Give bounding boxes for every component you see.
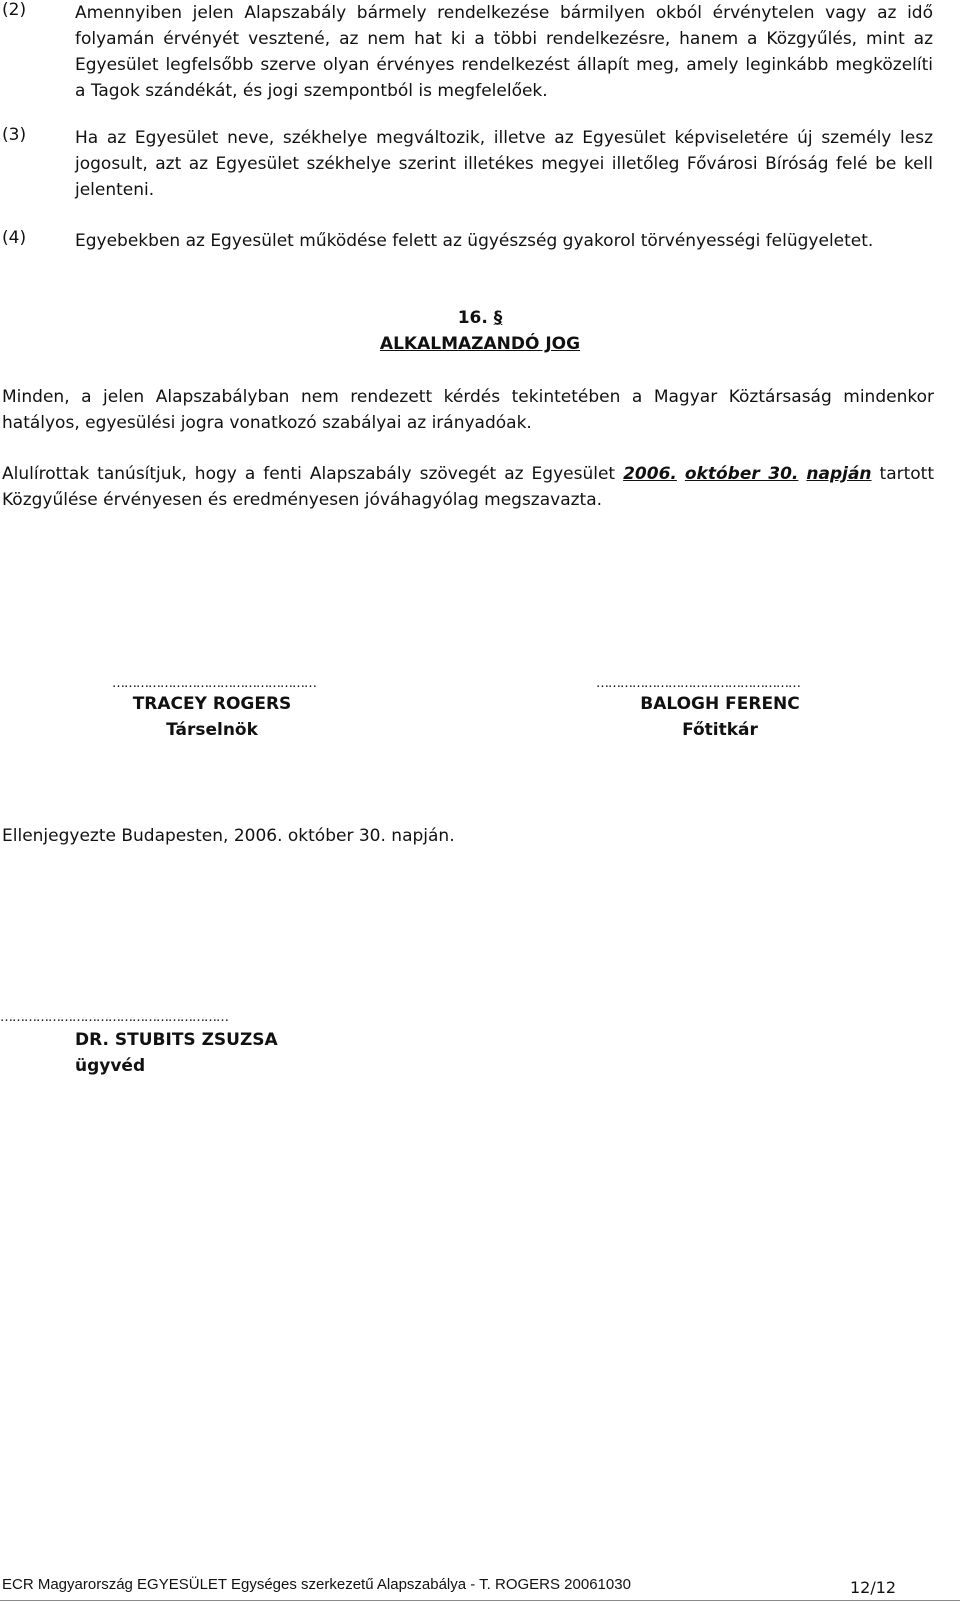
section-number-heading xyxy=(0,308,960,328)
signature-line-left: …………………………………………… xyxy=(112,676,316,691)
paragraph-number: (2) xyxy=(2,0,27,20)
certification-paragraph xyxy=(2,461,934,513)
countersign-signature-line: ………………………………………………… xyxy=(0,1010,228,1025)
footer-document-title: ECR Magyarország EGYESÜLET Egységes szerkezetű Alapszabálya - T. ROGERS 20061030 xyxy=(2,1576,631,1593)
footer-divider xyxy=(0,1600,960,1601)
signature-line-right: …………………………………………… xyxy=(596,676,800,691)
paragraph-text: Amennyiben jelen Alapszabály bármely rendelkezése bármilyen okból érvénytelen vagy az idő folyamán érvényét vesztené, az nem hat ki a többi rendelkezésre, hanem a Közgyűlés, mint az Egyesület legfelsőbb szerve olyan érvényes rendelkezést állapít meg, amely leginkább megközelíti a Tagok szándékát, és jogi szempontból is megfelelőek. xyxy=(75,3,933,101)
section-number: 16. xyxy=(457,308,488,328)
certification-after: tartott Közgyűlése érvényesen és eredményesen jóváhagyólag megszavazta. xyxy=(2,464,934,510)
countersign-role: ügyvéd xyxy=(75,1056,146,1076)
section-symbol: § xyxy=(493,308,503,328)
countersign-name: DR. STUBITS ZSUZSA xyxy=(75,1030,278,1050)
certification-before: Alulírottak tanúsítjuk, hogy a fenti Alapszabály szövegét az Egyesület xyxy=(2,464,624,484)
footer-page-number: 12/12 xyxy=(850,1578,897,1597)
applicable-law-paragraph: Minden, a jelen Alapszabályban nem rendezett kérdés tekintetében a Magyar Köztársaság mindenkor hatályos, egyesülési jogra vonatkozó szabályai az irányadóak. xyxy=(2,387,934,433)
certification-date-day: napján xyxy=(806,464,872,484)
signatory-left-role: Társelnök xyxy=(166,720,258,740)
signatory-left-name: TRACEY ROGERS xyxy=(132,694,292,714)
section-title xyxy=(0,334,960,354)
signatory-right-role: Főtitkár xyxy=(682,720,758,740)
paragraph-number: (4) xyxy=(2,228,27,248)
certification-date-month: október 30. xyxy=(684,464,799,484)
paragraph-text: Egyebekben az Egyesület működése felett az ügyészség gyakorol törvényességi felügyeletet. xyxy=(75,231,874,251)
certification-date-year: 2006. xyxy=(623,464,677,484)
section-title-text: ALKALMAZANDÓ JOG xyxy=(379,334,581,354)
countersign-text: Ellenjegyezte Budapesten, 2006. október 30. napján. xyxy=(2,826,455,846)
paragraph-text: Ha az Egyesület neve, székhelye megváltozik, illetve az Egyesület képviseletére új személy lesz jogosult, azt az Egyesület székhelye szerint illetékes megyei illetőleg Fővárosi Bíróság felé be kell jelenteni. xyxy=(75,128,933,200)
signatory-right-name: BALOGH FERENC xyxy=(640,694,800,714)
paragraph-number: (3) xyxy=(2,125,27,145)
